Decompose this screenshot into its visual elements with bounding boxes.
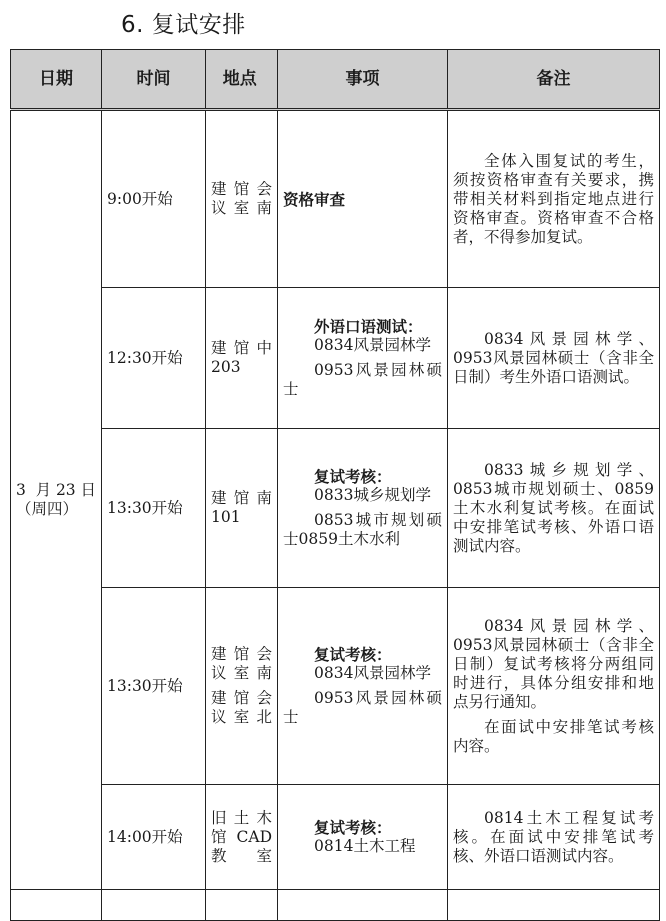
- item-cell: [278, 110, 448, 288]
- schedule-table: [10, 49, 660, 921]
- column-header-location: 地点: [206, 50, 278, 110]
- time-cell: 13:30开始: [102, 429, 206, 588]
- note-cell: [448, 785, 660, 890]
- empty-cell: [11, 890, 102, 921]
- item-line: 0814土木工程: [314, 837, 416, 855]
- section-heading: 6. 复试安排: [121, 12, 246, 38]
- item-line: 0953风景园林硕士: [283, 361, 442, 398]
- time-cell: 14:00开始: [102, 785, 206, 890]
- note-text: 全体入围复试的考生，须按资格审查有关要求，携带相关材料到指定地点进行资格审查。资格审查不合格者，不得参加复试。: [453, 151, 654, 246]
- note-cell: [448, 288, 660, 429]
- item-line: 0834风景园林学: [314, 664, 431, 682]
- item-cell: [278, 588, 448, 785]
- note-text: 0814土木工程复试考核。在面试中安排笔试考核、外语口语测试内容。: [453, 808, 654, 865]
- table-header-row: [11, 50, 660, 110]
- item-title: 复试考核：: [314, 645, 392, 664]
- item-title: 复试考核：: [314, 818, 392, 837]
- table-row: [11, 785, 660, 890]
- column-header-note: 备注: [448, 50, 660, 110]
- empty-cell: [448, 890, 660, 921]
- note-text: 0834风景园林学、0953风景园林硕士（含非全日制）考生外语口语测试。: [453, 329, 654, 386]
- location-cell: 建馆中203: [206, 288, 278, 429]
- time-cell: 12:30开始: [102, 288, 206, 429]
- date-cell: 3 月23日（周四）: [11, 110, 102, 890]
- note-cell: [448, 429, 660, 588]
- time-cell: 9:00开始: [102, 110, 206, 288]
- note-text: 在面试中安排笔试考核内容。: [453, 717, 654, 755]
- item-cell: [278, 288, 448, 429]
- location-cell: [206, 588, 278, 785]
- item-title: 复试考核：: [314, 467, 392, 486]
- note-cell: [448, 588, 660, 785]
- item-title: 资格审查: [283, 189, 346, 209]
- item-line: 0953风景园林硕士: [283, 689, 442, 726]
- item-cell: [278, 785, 448, 890]
- location-cell: 建馆会议室南: [206, 110, 278, 288]
- location-line: 建馆会议室北: [211, 689, 272, 726]
- item-line: 0853城市规划硕士0859土木水利: [283, 511, 442, 548]
- item-line: 0833城乡规划学: [314, 486, 431, 504]
- item-line: 0834风景园林学: [314, 336, 431, 354]
- table-row: [11, 588, 660, 785]
- table-row-partial: [11, 890, 660, 921]
- note-text: 0834风景园林学、0953风景园林硕士（含非全日制）复试考核将分两组同时进行，具体分组安排和地点另行通知。: [453, 616, 654, 711]
- item-title: 外语口语测试：: [314, 317, 423, 336]
- note-text: 0833城乡规划学、0853城市规划硕士、0859土木水利复试考核。在面试中安排笔试考核、外语口语测试内容。: [453, 460, 654, 555]
- column-header-time: 时间: [102, 50, 206, 110]
- table-row: [11, 288, 660, 429]
- table-row: [11, 110, 660, 288]
- column-header-date: 日期: [11, 50, 102, 110]
- location-cell: 旧土木馆CAD教室: [206, 785, 278, 890]
- empty-cell: [278, 890, 448, 921]
- location-line: 建馆会议室南: [211, 645, 272, 682]
- note-cell: [448, 110, 660, 288]
- empty-cell: [206, 890, 278, 921]
- location-cell: 建馆南101: [206, 429, 278, 588]
- time-cell: 13:30开始: [102, 588, 206, 785]
- column-header-item: 事项: [278, 50, 448, 110]
- table-row: [11, 429, 660, 588]
- item-cell: [278, 429, 448, 588]
- empty-cell: [102, 890, 206, 921]
